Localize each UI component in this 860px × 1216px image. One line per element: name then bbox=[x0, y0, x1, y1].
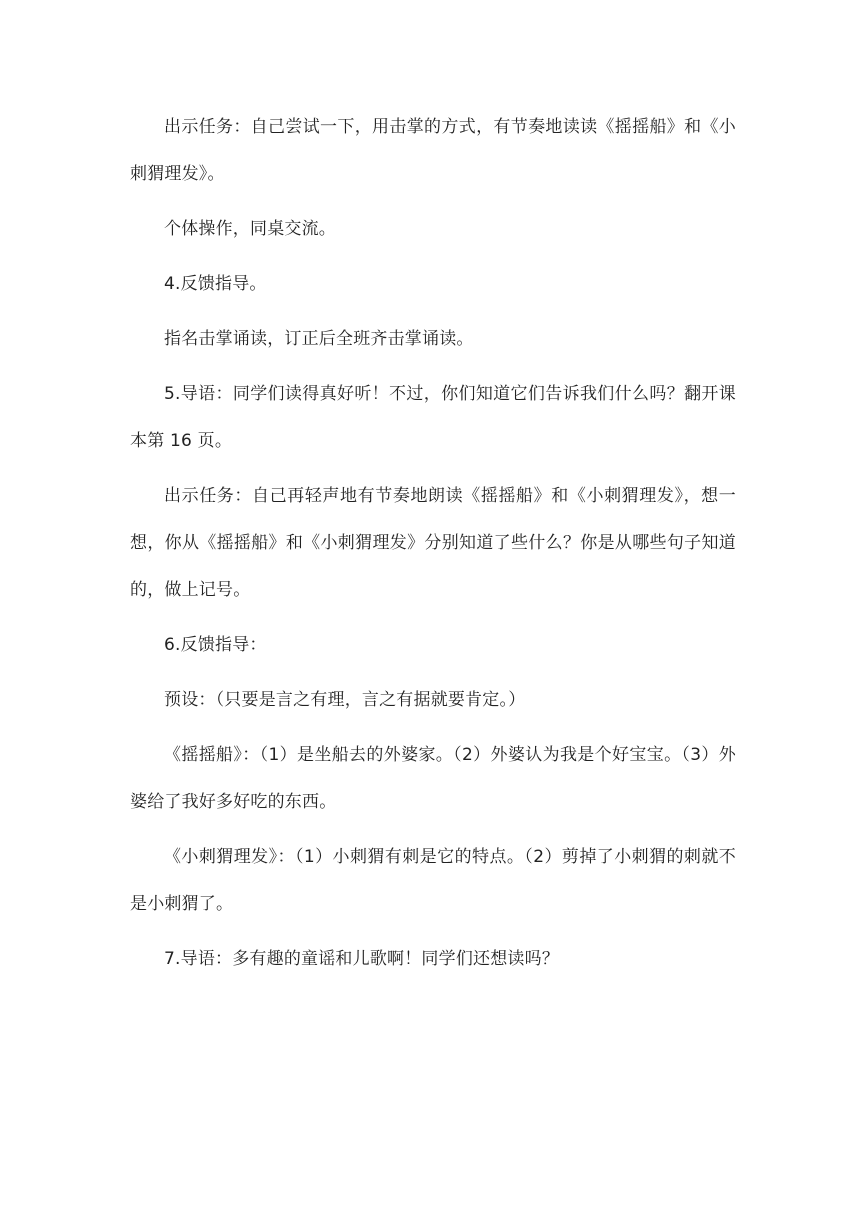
paragraph-xiaociwei: 《小刺猬理发》：（1）小刺猬有刺是它的特点。（2）剪掉了小刺猬的刺就不是小刺猬了。 bbox=[130, 847, 736, 914]
paragraph-individual-practice: 个体操作，同桌交流。 bbox=[164, 219, 336, 239]
document-body bbox=[130, 104, 736, 983]
paragraph-group-recitation: 指名击掌诵读，订正后全班齐击掌诵读。 bbox=[164, 329, 474, 349]
paragraph-yaoyaochuan: 《摇摇船》：（1）是坐船去的外婆家。（2）外婆认为我是个好宝宝。（3）外婆给了我好多好吃的东西。 bbox=[130, 745, 736, 812]
paragraph-feedback-4: 4.反馈指导。 bbox=[164, 274, 267, 294]
paragraph-task-clapping: 出示任务：自己尝试一下，用击掌的方式，有节奏地读读《摇摇船》和《小刺猬理发》。 bbox=[130, 117, 736, 184]
paragraph-guide-7: 7.导语：多有趣的童谣和儿歌啊！同学们还想读吗？ bbox=[164, 949, 560, 969]
paragraph-feedback-6: 6.反馈指导： bbox=[164, 635, 267, 655]
paragraph-preset: 预设：（只要是言之有理，言之有据就要肯定。） bbox=[164, 690, 526, 710]
paragraph-guide-5: 5.导语：同学们读得真好听！不过，你们知道它们告诉我们什么吗？翻开课本第 16 页。 bbox=[130, 384, 736, 451]
paragraph-task-reading: 出示任务：自己再轻声地有节奏地朗读《摇摇船》和《小刺猬理发》，想一想，你从《摇摇船》和《小刺猬理发》分别知道了些什么？你是从哪些句子知道的，做上记号。 bbox=[130, 486, 736, 600]
